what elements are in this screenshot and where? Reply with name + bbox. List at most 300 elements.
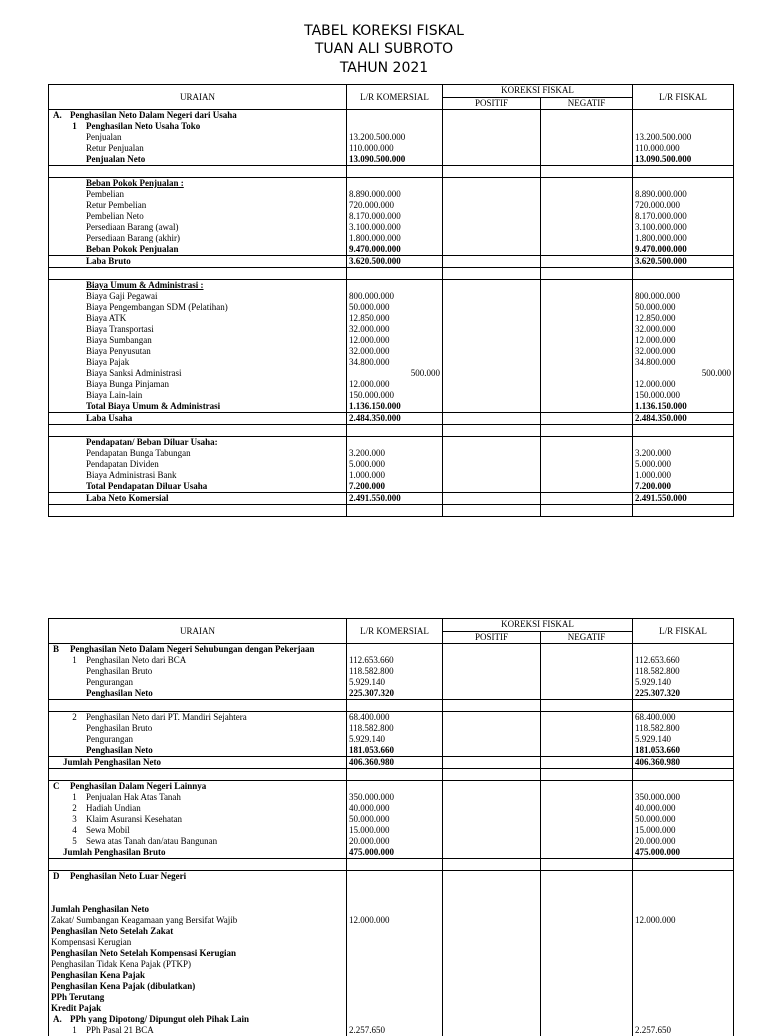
lr-komersial-value: 112.653.660 [347, 655, 443, 666]
row-label [49, 745, 347, 757]
section-separator [49, 166, 734, 178]
fiscal-correction-table-1 [48, 84, 734, 517]
lr-komersial-value: 8.170.000.000 [347, 211, 443, 222]
koreksi-positif-value [443, 505, 541, 517]
col-header-koreksi-fiskal: KOREKSI FISKAL [443, 619, 633, 632]
koreksi-negatif-value [541, 1025, 633, 1036]
lr-komersial-value: 40.000.000 [347, 803, 443, 814]
lr-fiskal-value: 150.000.000 [633, 390, 734, 401]
row-label [49, 814, 347, 825]
table-row [49, 666, 734, 677]
table-row [49, 200, 734, 211]
lr-komersial-value [347, 981, 443, 992]
lr-fiskal-value [633, 1003, 734, 1014]
koreksi-negatif-value [541, 256, 633, 268]
row-label-text: Persediaan Barang (awal) [86, 222, 178, 232]
row-label-text: Penghasilan Neto Dalam Negeri dari Usaha [70, 110, 237, 120]
lr-fiskal-value: 20.000.000 [633, 836, 734, 847]
row-label-text: Biaya Sanksi Administrasi [86, 368, 182, 378]
row-label [49, 904, 347, 915]
koreksi-negatif-value [541, 814, 633, 825]
row-label-text: Pendapatan Bunga Tabungan [86, 448, 191, 458]
row-label-text: Penghasilan Neto [86, 745, 153, 755]
separator-cell [633, 700, 734, 712]
koreksi-positif-value [443, 1003, 541, 1014]
koreksi-positif-value [443, 781, 541, 793]
row-label [49, 143, 347, 154]
koreksi-positif-value [443, 233, 541, 244]
koreksi-negatif-value [541, 459, 633, 470]
koreksi-positif-value [443, 847, 541, 859]
koreksi-positif-value [443, 644, 541, 656]
row-label [49, 734, 347, 745]
col-header-koreksi-fiskal: KOREKSI FISKAL [443, 85, 633, 98]
lr-fiskal-value: 350.000.000 [633, 792, 734, 803]
koreksi-negatif-value [541, 803, 633, 814]
lr-fiskal-value [633, 178, 734, 190]
lr-komersial-value: 2.257.650 [347, 1025, 443, 1036]
row-label-text: Penghasilan Bruto [86, 666, 152, 676]
separator-cell [49, 166, 347, 178]
row-label [49, 781, 347, 793]
separator-cell [541, 166, 633, 178]
koreksi-negatif-value [541, 655, 633, 666]
lr-komersial-value [347, 505, 443, 517]
lr-komersial-value [347, 178, 443, 190]
lr-fiskal-value [633, 926, 734, 937]
row-label [49, 655, 347, 666]
lr-komersial-value: 5.929.140 [347, 734, 443, 745]
koreksi-positif-value [443, 470, 541, 481]
table-row [49, 981, 734, 992]
koreksi-positif-value [443, 871, 541, 883]
row-label [49, 335, 347, 346]
table-row [49, 313, 734, 324]
table-row [49, 335, 734, 346]
lr-komersial-value: 2.491.550.000 [347, 493, 443, 505]
koreksi-positif-value [443, 437, 541, 449]
koreksi-positif-value [443, 792, 541, 803]
row-label [49, 915, 347, 926]
koreksi-negatif-value [541, 781, 633, 793]
table-row [49, 904, 734, 915]
koreksi-negatif-value [541, 882, 633, 893]
separator-cell [633, 769, 734, 781]
koreksi-negatif-value [541, 368, 633, 379]
lr-komersial-value: 12.850.000 [347, 313, 443, 324]
koreksi-positif-value [443, 313, 541, 324]
lr-komersial-value: 1.800.000.000 [347, 233, 443, 244]
row-number: 2 [63, 803, 86, 814]
lr-fiskal-value [633, 781, 734, 793]
col-header-negatif: NEGATIF [541, 97, 633, 110]
koreksi-positif-value [443, 825, 541, 836]
row-label [49, 291, 347, 302]
row-label-text: Pendapatan/ Beban Diluar Usaha: [86, 437, 218, 447]
koreksi-positif-value [443, 401, 541, 413]
table-row [49, 1025, 734, 1036]
koreksi-negatif-value [541, 847, 633, 859]
koreksi-positif-value [443, 493, 541, 505]
row-number: 4 [63, 825, 86, 836]
lr-komersial-value [347, 110, 443, 122]
row-label-text: Hadiah Undian [86, 803, 141, 813]
koreksi-positif-value [443, 302, 541, 313]
koreksi-negatif-value [541, 926, 633, 937]
koreksi-positif-value [443, 655, 541, 666]
lr-fiskal-value: 406.360.980 [633, 757, 734, 769]
row-label [49, 926, 347, 937]
koreksi-negatif-value [541, 357, 633, 368]
table-row [49, 481, 734, 493]
table-row [49, 110, 734, 122]
koreksi-positif-value [443, 757, 541, 769]
row-label-text: Pengurangan [86, 677, 133, 687]
row-label-text: Biaya Umum & Administrasi : [86, 280, 204, 290]
row-label-text: Penghasilan Neto dari BCA [86, 655, 186, 665]
row-label [49, 803, 347, 814]
lr-fiskal-value [633, 992, 734, 1003]
table-row [49, 233, 734, 244]
koreksi-negatif-value [541, 437, 633, 449]
lr-komersial-value [347, 280, 443, 292]
report-title: TABEL KOREKSI FISKAL [0, 22, 768, 40]
lr-fiskal-value: 5.929.140 [633, 734, 734, 745]
lr-fiskal-value: 13.090.500.000 [633, 154, 734, 166]
lr-fiskal-value: 68.400.000 [633, 712, 734, 724]
row-label-text: Penghasilan Neto [86, 688, 153, 698]
row-label [49, 836, 347, 847]
koreksi-positif-value [443, 970, 541, 981]
row-number: 1 [63, 792, 86, 803]
lr-fiskal-value: 12.000.000 [633, 335, 734, 346]
koreksi-positif-value [443, 915, 541, 926]
row-label [49, 677, 347, 688]
lr-komersial-value: 13.090.500.000 [347, 154, 443, 166]
row-label [49, 200, 347, 211]
row-label-text: PPh yang Dipotong/ Dipungut oleh Pihak Lain [70, 1014, 249, 1024]
row-label-text: Penghasilan Neto dari PT. Mandiri Sejahtera [86, 712, 247, 722]
koreksi-positif-value [443, 110, 541, 122]
lr-komersial-value [347, 1014, 443, 1025]
lr-fiskal-value: 1.000.000 [633, 470, 734, 481]
lr-fiskal-value [633, 1014, 734, 1025]
koreksi-negatif-value [541, 505, 633, 517]
koreksi-negatif-value [541, 836, 633, 847]
koreksi-negatif-value [541, 904, 633, 915]
row-label [49, 493, 347, 505]
col-header-lr-komersial: L/R KOMERSIAL [347, 85, 443, 110]
lr-fiskal-value: 1.136.150.000 [633, 401, 734, 413]
table-row [49, 723, 734, 734]
row-label-text: Jumlah Penghasilan Neto [63, 757, 161, 767]
table-row [49, 505, 734, 517]
separator-cell [347, 166, 443, 178]
koreksi-negatif-value [541, 470, 633, 481]
table-row [49, 734, 734, 745]
koreksi-positif-value [443, 291, 541, 302]
row-label-text: Biaya ATK [86, 313, 126, 323]
koreksi-positif-value [443, 882, 541, 893]
row-label-text: Laba Neto Komersial [86, 493, 169, 503]
lr-fiskal-value: 3.200.000 [633, 448, 734, 459]
separator-cell [347, 425, 443, 437]
koreksi-negatif-value [541, 481, 633, 493]
row-label-text: Biaya Lain-lain [86, 390, 142, 400]
row-label [49, 110, 347, 122]
table-row [49, 915, 734, 926]
row-label-text: Biaya Administrasi Bank [86, 470, 177, 480]
table-row [49, 189, 734, 200]
lr-fiskal-value: 7.200.000 [633, 481, 734, 493]
koreksi-negatif-value [541, 677, 633, 688]
lr-fiskal-value: 110.000.000 [633, 143, 734, 154]
row-label [49, 644, 347, 656]
koreksi-negatif-value [541, 959, 633, 970]
table-row [49, 992, 734, 1003]
koreksi-negatif-value [541, 154, 633, 166]
lr-komersial-value: 3.620.500.000 [347, 256, 443, 268]
koreksi-positif-value [443, 992, 541, 1003]
row-label-text: Jumlah Penghasilan Bruto [63, 847, 166, 857]
table-row [49, 132, 734, 143]
col-header-uraian: URAIAN [49, 619, 347, 644]
row-label-text: Sewa Mobil [86, 825, 130, 835]
koreksi-negatif-value [541, 189, 633, 200]
koreksi-negatif-value [541, 291, 633, 302]
lr-fiskal-value: 112.653.660 [633, 655, 734, 666]
table-row [49, 324, 734, 335]
row-label-text: Penghasilan Tidak Kena Pajak (PTKP) [51, 959, 191, 969]
table-row [49, 222, 734, 233]
koreksi-negatif-value [541, 413, 633, 425]
lr-fiskal-value: 475.000.000 [633, 847, 734, 859]
koreksi-positif-value [443, 904, 541, 915]
table-row [49, 280, 734, 292]
lr-komersial-value: 406.360.980 [347, 757, 443, 769]
lr-fiskal-value [633, 280, 734, 292]
koreksi-negatif-value [541, 937, 633, 948]
row-number: 1 [63, 121, 86, 132]
table-row [49, 677, 734, 688]
row-label-text: Penjualan Neto [86, 154, 145, 164]
koreksi-negatif-value [541, 110, 633, 122]
koreksi-positif-value [443, 1014, 541, 1025]
lr-fiskal-value: 12.000.000 [633, 379, 734, 390]
table-row [49, 244, 734, 256]
koreksi-positif-value [443, 712, 541, 724]
row-label [49, 357, 347, 368]
table-row [49, 814, 734, 825]
koreksi-positif-value [443, 379, 541, 390]
separator-cell [347, 769, 443, 781]
koreksi-positif-value [443, 677, 541, 688]
separator-cell [49, 268, 347, 280]
separator-cell [347, 700, 443, 712]
lr-fiskal-value: 5.000.000 [633, 459, 734, 470]
koreksi-negatif-value [541, 379, 633, 390]
lr-fiskal-value: 2.484.350.000 [633, 413, 734, 425]
separator-cell [633, 859, 734, 871]
lr-komersial-value [347, 904, 443, 915]
table-row [49, 688, 734, 700]
koreksi-negatif-value [541, 970, 633, 981]
koreksi-negatif-value [541, 948, 633, 959]
separator-cell [49, 425, 347, 437]
koreksi-negatif-value [541, 346, 633, 357]
row-label-text: Jumlah Penghasilan Neto [51, 904, 149, 914]
koreksi-positif-value [443, 893, 541, 904]
lr-komersial-value [347, 937, 443, 948]
table-row [49, 948, 734, 959]
row-number: 2 [63, 712, 86, 723]
row-label-text: Pengurangan [86, 734, 133, 744]
koreksi-negatif-value [541, 302, 633, 313]
row-label [49, 437, 347, 449]
row-label-text: Pendapatan Dividen [86, 459, 159, 469]
lr-fiskal-value [633, 110, 734, 122]
lr-fiskal-value [633, 970, 734, 981]
row-label-text: Biaya Penyusutan [86, 346, 151, 356]
row-label-text: Penghasilan Neto Luar Negeri [70, 871, 186, 881]
koreksi-positif-value [443, 803, 541, 814]
table-row [49, 291, 734, 302]
koreksi-negatif-value [541, 723, 633, 734]
row-number: B [53, 644, 70, 655]
row-label [49, 459, 347, 470]
table-row [49, 448, 734, 459]
row-label [49, 413, 347, 425]
koreksi-negatif-value [541, 493, 633, 505]
separator-cell [49, 700, 347, 712]
row-label [49, 379, 347, 390]
lr-komersial-value [347, 871, 443, 883]
koreksi-negatif-value [541, 401, 633, 413]
table-row [49, 882, 734, 893]
lr-fiskal-value: 40.000.000 [633, 803, 734, 814]
table-row [49, 121, 734, 132]
table-row [49, 357, 734, 368]
koreksi-negatif-value [541, 915, 633, 926]
table-row [49, 937, 734, 948]
koreksi-negatif-value [541, 143, 633, 154]
lr-komersial-value: 8.890.000.000 [347, 189, 443, 200]
lr-komersial-value [347, 959, 443, 970]
koreksi-positif-value [443, 324, 541, 335]
row-label-text: Pembelian Neto [86, 211, 144, 221]
lr-fiskal-value [633, 904, 734, 915]
table-row [49, 757, 734, 769]
table-1-body [49, 110, 734, 517]
koreksi-positif-value [443, 836, 541, 847]
lr-fiskal-value [633, 871, 734, 883]
koreksi-negatif-value [541, 745, 633, 757]
taxpayer-name: TUAN ALI SUBROTO [0, 40, 768, 58]
separator-cell [633, 425, 734, 437]
koreksi-positif-value [443, 121, 541, 132]
lr-komersial-value: 181.053.660 [347, 745, 443, 757]
row-label-text: PPh Pasal 21 BCA [86, 1025, 154, 1035]
koreksi-negatif-value [541, 792, 633, 803]
col-header-positif: POSITIF [443, 97, 541, 110]
table-row [49, 470, 734, 481]
lr-fiskal-value: 50.000.000 [633, 814, 734, 825]
row-label-text: Penghasilan Neto Setelah Zakat [51, 926, 173, 936]
koreksi-positif-value [443, 200, 541, 211]
row-label [49, 280, 347, 292]
section-separator [49, 425, 734, 437]
lr-fiskal-value: 8.170.000.000 [633, 211, 734, 222]
koreksi-positif-value [443, 335, 541, 346]
koreksi-positif-value [443, 459, 541, 470]
separator-cell [633, 268, 734, 280]
col-header-lr-komersial: L/R KOMERSIAL [347, 619, 443, 644]
row-label [49, 1014, 347, 1025]
separator-cell [541, 425, 633, 437]
row-label [49, 470, 347, 481]
row-label-text: Laba Bruto [86, 256, 131, 266]
table-row [49, 401, 734, 413]
lr-fiskal-value: 9.470.000.000 [633, 244, 734, 256]
koreksi-positif-value [443, 734, 541, 745]
separator-cell [541, 859, 633, 871]
lr-komersial-value: 12.000.000 [347, 335, 443, 346]
koreksi-positif-value [443, 280, 541, 292]
lr-komersial-value: 50.000.000 [347, 302, 443, 313]
lr-komersial-value [347, 992, 443, 1003]
row-label-text: Penjualan Hak Atas Tanah [86, 792, 181, 802]
lr-komersial-value: 50.000.000 [347, 814, 443, 825]
lr-fiskal-value [633, 948, 734, 959]
table-row [49, 959, 734, 970]
table-row [49, 847, 734, 859]
lr-komersial-value: 475.000.000 [347, 847, 443, 859]
lr-komersial-value: 118.582.800 [347, 666, 443, 677]
koreksi-negatif-value [541, 280, 633, 292]
koreksi-negatif-value [541, 313, 633, 324]
row-label [49, 222, 347, 233]
lr-komersial-value: 720.000.000 [347, 200, 443, 211]
lr-fiskal-value [633, 981, 734, 992]
row-label [49, 211, 347, 222]
lr-fiskal-value: 13.200.500.000 [633, 132, 734, 143]
row-label [49, 970, 347, 981]
lr-komersial-value: 150.000.000 [347, 390, 443, 401]
lr-komersial-value: 9.470.000.000 [347, 244, 443, 256]
row-label [49, 871, 347, 883]
lr-komersial-value [347, 882, 443, 893]
lr-komersial-value [347, 948, 443, 959]
separator-cell [347, 268, 443, 280]
lr-fiskal-value: 32.000.000 [633, 346, 734, 357]
row-label [49, 948, 347, 959]
row-label-text: Zakat/ Sumbangan Keagamaan yang Bersifat Wajib [51, 915, 237, 925]
koreksi-positif-value [443, 211, 541, 222]
separator-cell [443, 268, 541, 280]
koreksi-positif-value [443, 132, 541, 143]
separator-cell [443, 700, 541, 712]
koreksi-positif-value [443, 244, 541, 256]
lr-komersial-value: 3.100.000.000 [347, 222, 443, 233]
table-row [49, 836, 734, 847]
row-number: 5 [63, 836, 86, 847]
col-header-lr-fiskal: L/R FISKAL [633, 619, 734, 644]
row-label [49, 1003, 347, 1014]
koreksi-positif-value [443, 688, 541, 700]
row-label [49, 256, 347, 268]
table-row [49, 1003, 734, 1014]
lr-fiskal-value [633, 893, 734, 904]
